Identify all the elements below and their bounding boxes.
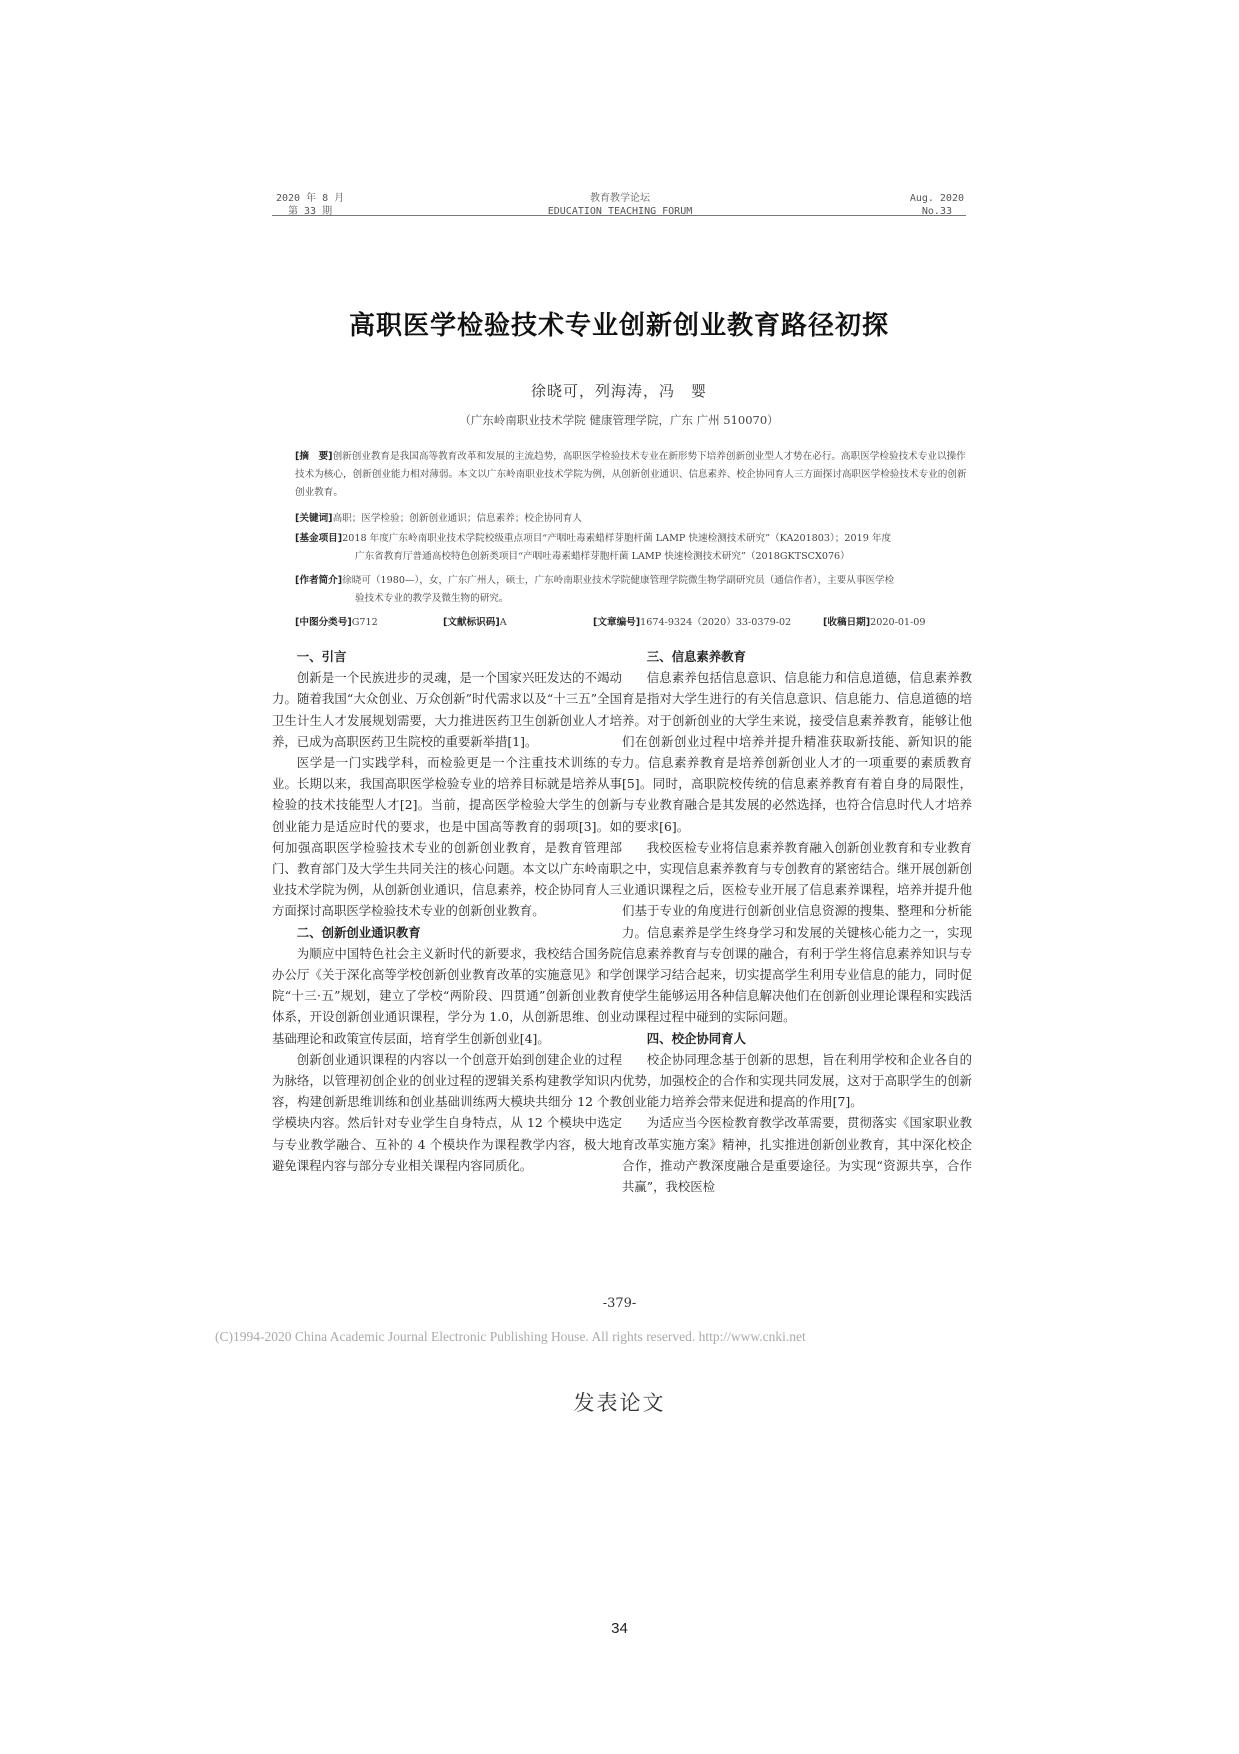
fund-label: [基金项目] <box>295 533 343 544</box>
abstract-label: [摘 要] <box>295 451 333 462</box>
author-info-text-1: 徐晓可（1980—），女，广东广州人，硕士，广东岭南职业技术学院健康管理学院微生物学副研究员（通信作者），主要从事医学检 <box>342 575 895 586</box>
journal-name-cn: 教育教学论坛 <box>590 193 650 204</box>
keywords-block <box>295 510 967 528</box>
header-issue: 第 33 期 <box>288 206 333 217</box>
section-heading: 一、引言 <box>296 649 347 664</box>
doc-code-value: A <box>499 617 507 628</box>
journal-name-en: EDUCATION TEACHING FORUM <box>547 206 693 217</box>
right-column <box>622 646 972 1197</box>
copyright-line: (C)1994-2020 China Academic Journal Electronic Publishing House. All rights reserved. http://www.cnki.net <box>215 1329 806 1344</box>
header-date: 2020 年 8 月 <box>276 193 345 204</box>
abstract-text: 创新创业教育是我国高等教育改革和发展的主流趋势，高职医学检验技术专业在新形势下培养创新创业型人才势在必行。高职医学检验技术专业以操作技术为核心，创新创业能力相对薄弱。本文以广东岭南职业技术学院为例，从创新创业通识、信息素养、校企协同育人三方面探讨高职医学检验技术专业的创新创业教育。 <box>295 451 967 498</box>
section-heading: 二、创新创业通识教育 <box>296 924 421 940</box>
abstract-block <box>295 448 967 502</box>
received-date-value: 2020-01-09 <box>870 617 926 628</box>
doc-code-label: [文献标识码] <box>443 617 500 628</box>
clc-label: [中图分类号] <box>295 617 352 628</box>
body-paragraph: 为顺应中国特色社会主义新时代的新要求，我校结合国务院办公厅《关于深化高等学校创新创业教育改革的实施意见》和学院“十三·五”规划，建立了学校“两阶段、四贯通”创新创业教育体系，开设创新创业通识课程，学分为 1.0，从创新思维、创业基础理论和政策宣传层面，培育学生创新创业[4]。 <box>272 945 622 1046</box>
article-no-label: [文章编号] <box>593 617 641 628</box>
fund-text-1: 2018 年度广东岭南职业技术学院校级重点项目“产咽吐毒素蜡样芽胞杆菌 LAMP 快速检测技术研究”（KA201803）；2019 年度 <box>342 533 892 544</box>
keywords-text: 高职；医学检验；创新创业通识；信息素养；校企协同育人 <box>332 513 582 524</box>
body-paragraph: 我校医检专业将信息素养教育融入创新创业教育和专业教育之中，实现信息素养教育与专创教育的紧密结合。继开展创新创业通识课程之后，医检专业开展了信息素养课程，培养并提升他们基于专业的角度进行创新创业信息资源的搜集、整理和分析能力。信息素养是学生终身学习和发展的关键核心能力之一，实现信息素养教育与专创课的融合，有利于学生将信息素养知识与专创课学习结合起来，切实提高学生利用专业信息的能力，同时促使学生能够运用各种信息解决他们在创新创业理论课程和实践活动课程过程中碰到的实际问题。 <box>622 839 972 1025</box>
fund-text-2: 广东省教育厅普通高校特色创新类项目“产咽吐毒素蜡样芽胞杆菌 LAMP 快速检测技术研究”（2018GKTSCX076） <box>355 551 850 562</box>
body-paragraph: 创新是一个民族进步的灵魂，是一个国家兴旺发达的不竭动力。随着我国“大众创业、万众创新”时代需求以及“十三五”全国卫生计生人才发展规划需要，大力推进医药卫生创新创业人才培养，已成为高职医药卫生院校的重要新举措[1]。 <box>272 670 622 749</box>
body-paragraph: 医学是一门实践学科，而检验更是一个注重技术训练的专业。长期以来，我国高职医学检验专业的培养目标就是培养从事检验的技术技能型人才[2]。当前，提高医学检验大学生的创新创业能力是适应时代的要求，也是中国高等教育的弱项[3]。如何加强高职医学检验技术专业的创新创业教育，是教育管理部门、教育部门及大学生共同关注的核心问题。本文以广东岭南职业技术学院为例，从创新创业通识，信息素养，校企协同育人三方面探讨高职医学检验技术专业的创新创业教育。 <box>272 755 622 919</box>
section-heading: 三、信息素养教育 <box>646 649 746 664</box>
article-no-value: 1674-9324（2020）33-0379-02 <box>640 617 792 628</box>
body-paragraph: 创新创业通识课程的内容以一个创意开始到创建企业的过程为脉络，以管理初创企业的创业过程的逻辑关系构建教学知识内容，构建创新思维训练和创业基础训练两大模块共细分 12 个教学模块内容。然后针对专业学生自身特点，从 12 个模块中选定与专业教学融合、互补的 4 个模块作为课程教学内容，极大地避免课程内容与部分专业相关课程内容同质化。 <box>272 1051 622 1173</box>
keywords-label: [关键词] <box>295 513 333 524</box>
author-info-label: [作者简介] <box>295 575 343 586</box>
body-paragraph: 校企协同理念基于创新的思想，旨在利用学校和企业各自的优势，加强校企的合作和实现共同发展，这对于高职学生的创新创业能力培养会带来促进和提高的作用[7]。 <box>622 1051 972 1110</box>
clc-value: G712 <box>351 617 378 628</box>
page-number: -379- <box>602 1296 637 1311</box>
header-rule <box>272 215 966 216</box>
document-page-number: 34 <box>611 1620 628 1637</box>
stamp-label: 发表论文 <box>573 1391 666 1415</box>
body-paragraph: 为适应当今医检教育教学改革需要，贯彻落实《国家职业教育改革实施方案》精神，扎实推进创新创业教育，其中深化校企合作，推动产教深度融合是重要途径。为实现“资源共享，合作共赢”，我校医检 <box>622 1115 972 1195</box>
header-issue-en: No.33 <box>921 206 952 217</box>
fund-block <box>295 530 967 566</box>
paper-affiliation: （广东岭南职业技术学院 健康管理学院，广东 广州 510070） <box>459 413 779 427</box>
author-info-block <box>295 572 967 608</box>
paper-authors: 徐晓可，列海涛，冯 婴 <box>530 382 707 400</box>
left-column <box>272 646 622 1176</box>
classification-row <box>295 614 967 632</box>
body-paragraph: 信息素养包括信息意识、信息能力和信息道德，信息素养教育是指对大学生进行的有关信息意识、信息能力、信息道德的培养。对于创新创业的大学生来说，接受信息素养教育，能够让他们在创新创业过程中培养并提升精准获取新技能、新知识的能力。信息素养教育是培养创新创业人才的一项重要的素质教育[5]。同时，高职院校传统的信息素养教育有着自身的局限性，与专业教育融合是其发展的必然选择，也符合信息时代人才培养的要求[6]。 <box>622 670 972 834</box>
section-heading: 四、校企协同育人 <box>646 1030 746 1046</box>
header-date-en: Aug. 2020 <box>909 193 964 204</box>
author-info-text-2: 验技术专业的教学及微生物的研究。 <box>355 593 509 604</box>
received-date-label: [收稿日期] <box>823 617 871 628</box>
paper-title: 高职医学检验技术专业创新创业教育路径初探 <box>348 311 889 341</box>
